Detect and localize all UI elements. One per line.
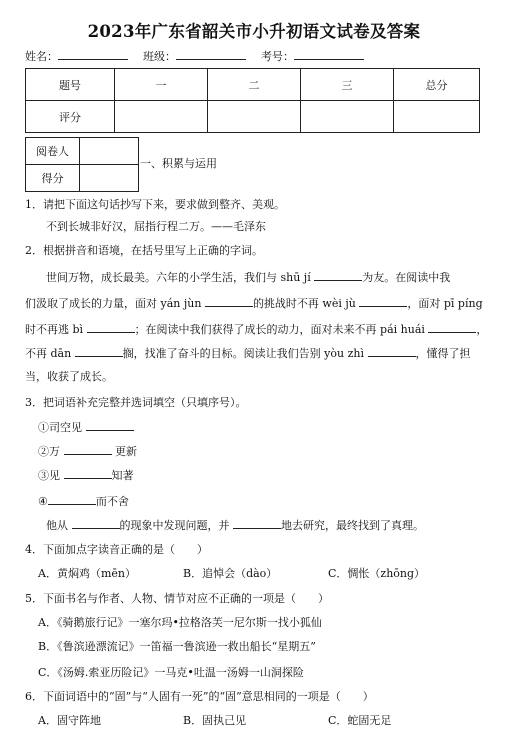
name-label: 姓名： xyxy=(25,50,58,63)
q2-blank-4[interactable] xyxy=(87,322,135,333)
q3-item-2: ②万 更新 xyxy=(38,445,137,458)
q2-line-2: 们汲取了成长的力量，面对 yán jùn 的挑战时不再 wèi jù ，面对 pī píng xyxy=(25,297,483,310)
score-cell-2[interactable] xyxy=(208,101,301,133)
q3-sentence: 他从 的现象中发现问题，并 地去研究，最终找到了真理。 xyxy=(46,519,424,532)
q5-stem: 5．下面书名与作者、人物、情节对应不正确的一项是（ ） xyxy=(25,592,329,605)
q2-line-4: 不再 dān 搁，找准了奋斗的目标。阅读让我们告别 yòu zhì ，懂得了担 xyxy=(25,347,471,360)
score-cell-3[interactable] xyxy=(301,101,394,133)
class-label: 班级： xyxy=(143,50,176,63)
q6-stem: 6．下面词语中的“固”与“人固有一死”的“固”意思相同的一项是（ ） xyxy=(25,690,374,703)
q6-option-c[interactable]: C．蛇固无足 xyxy=(328,714,392,727)
q2-stem: 2．根据拼音和语境，在括号里写上正确的字词。 xyxy=(25,244,263,257)
q1-stem: 1．请把下面这句话抄写下来，要求做到整齐、美观。 xyxy=(25,198,285,211)
q3-blank-3[interactable] xyxy=(64,468,112,479)
q3-blank-1[interactable] xyxy=(86,420,134,431)
score-table-header-row xyxy=(26,69,480,101)
q2-blank-7[interactable] xyxy=(368,346,416,357)
q2-blank-3[interactable] xyxy=(359,296,407,307)
q3-sentence-blank-1[interactable] xyxy=(72,518,120,529)
q3-blank-2[interactable] xyxy=(64,444,112,455)
grader-score-cell[interactable] xyxy=(80,165,139,192)
q2-blank-5[interactable] xyxy=(428,322,476,333)
q3-item-3: ③见 知著 xyxy=(38,469,134,482)
class-field[interactable] xyxy=(176,48,246,60)
q3-stem: 3．把词语补充完整并选词填空（只填序号）。 xyxy=(25,396,247,409)
q2-blank-1[interactable] xyxy=(314,270,362,281)
q3-item-1: ①司空见 xyxy=(38,420,134,435)
grader-score-label: 得分 xyxy=(26,165,80,192)
score-table xyxy=(25,68,480,133)
q5-option-b[interactable]: B．《鲁滨逊漂流记》一笛福一鲁滨逊一救出船长“星期五” xyxy=(38,640,316,653)
q4-option-c[interactable]: C．惆怅（zhōng） xyxy=(328,567,426,580)
student-info-row xyxy=(25,48,364,64)
q2-line-5: 当，收获了成长。 xyxy=(25,370,113,383)
q6-option-a[interactable]: A．固守阵地 xyxy=(38,714,101,727)
header-total: 总分 xyxy=(394,69,480,101)
grader-table xyxy=(25,137,139,192)
reviewer-cell[interactable] xyxy=(80,138,139,165)
q6-option-b[interactable]: B．固执己见 xyxy=(183,714,247,727)
header-part-2: 二 xyxy=(208,69,301,101)
exam-no-field[interactable] xyxy=(294,48,364,60)
q2-line-1: 世间万物，成长最美。六年的小学生活，我们与 shū jí 为友。在阅读中我 xyxy=(46,271,451,284)
q4-stem: 4．下面加点字读音正确的是（ ） xyxy=(25,543,208,556)
q4-option-b[interactable]: B．追悼会（dào） xyxy=(183,567,278,580)
q5-option-c[interactable]: C．《汤姆.索亚历险记》一马克•吐温一汤姆一山洞探险 xyxy=(38,666,304,679)
q2-blank-2[interactable] xyxy=(205,296,253,307)
score-table-score-row xyxy=(26,101,480,133)
header-part-3: 三 xyxy=(301,69,394,101)
header-question-no: 题号 xyxy=(26,69,115,101)
name-field[interactable] xyxy=(58,48,128,60)
q1-quote: 不到长城非好汉，屈指行程二万。——毛泽东 xyxy=(46,220,266,233)
q3-blank-4[interactable] xyxy=(48,494,96,505)
q5-option-a[interactable]: A．《骑鹅旅行记》一塞尔玛•拉格洛芙一尼尔斯一找小狐仙 xyxy=(38,616,322,629)
score-cell-1[interactable] xyxy=(115,101,208,133)
q2-line-3: 时不再逃 bì ；在阅读中我们获得了成长的动力，面对未来不再 pái huái ， xyxy=(25,323,488,336)
q3-sentence-blank-2[interactable] xyxy=(233,518,281,529)
reviewer-label: 阅卷人 xyxy=(26,138,80,165)
q2-blank-6[interactable] xyxy=(75,346,123,357)
header-part-1: 一 xyxy=(115,69,208,101)
score-cell-total[interactable] xyxy=(394,101,480,133)
exam-no-label: 考号： xyxy=(261,50,294,63)
q3-item-4: ④ 而不舍 xyxy=(38,495,129,508)
page-title: 2023年广东省韶关市小升初语文试卷及答案 xyxy=(87,22,421,41)
q4-option-a[interactable]: A．黄焖鸡（mēn） xyxy=(38,567,136,580)
row-label-score: 评分 xyxy=(26,101,115,133)
section-1-title: 一、积累与运用 xyxy=(140,157,217,170)
